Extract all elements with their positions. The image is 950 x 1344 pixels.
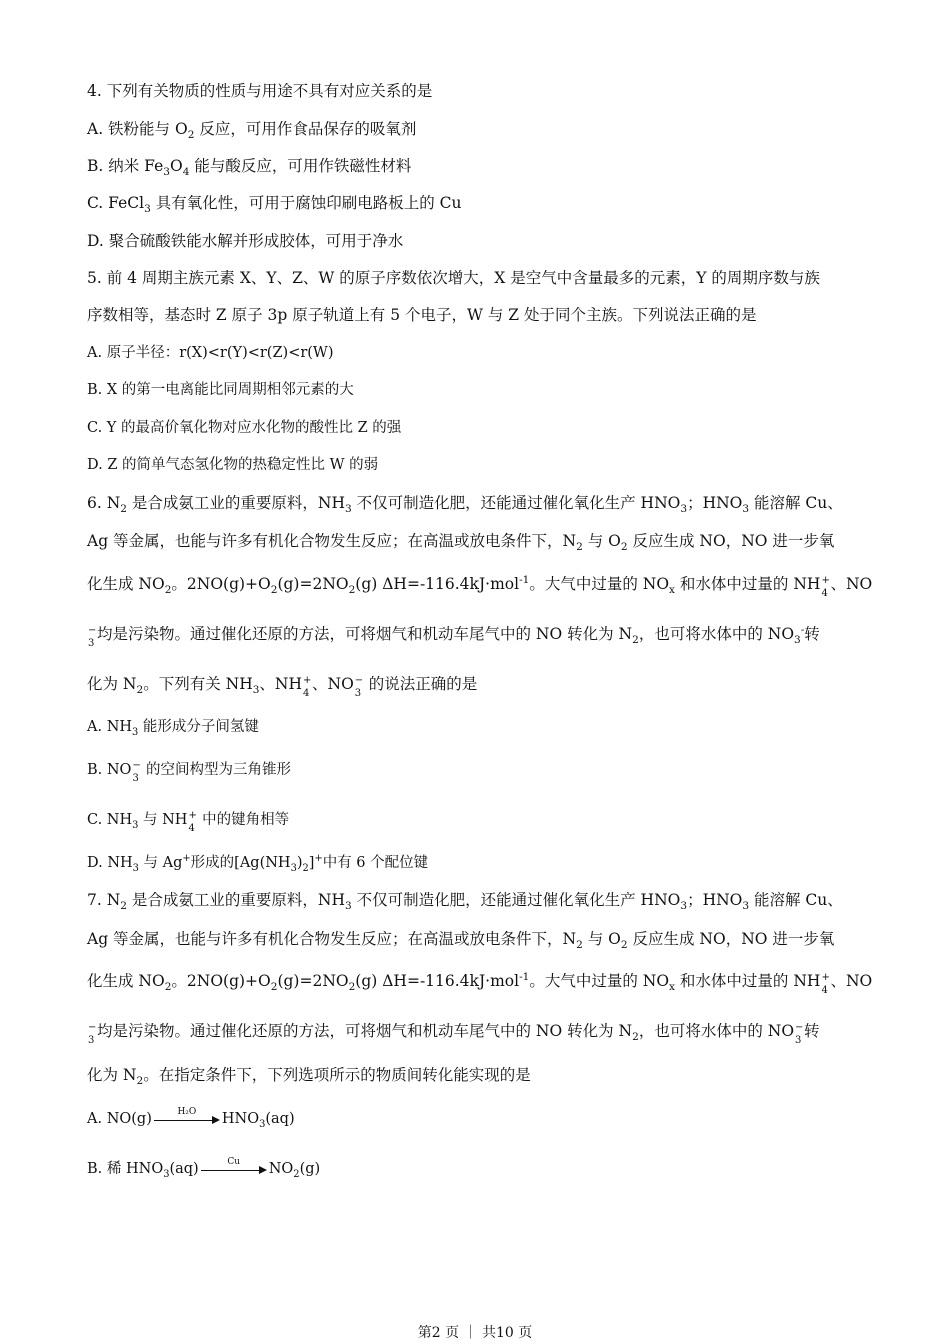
reaction-arrow: H₂O xyxy=(154,1110,220,1128)
q7-stem-line3: 化生成 $NO_2$。$2NO(g)+O_2(g)=2NO_2(g)$ ΔH=-116.4kJ·mol$^{-1}$。大气中过量的 $NO_x$ 和水体中过量的 NH + 4 、NO xyxy=(87,970,873,996)
q4-stem: 4. 下列有关物质的性质与用途不具有对应关系的是 xyxy=(87,82,433,100)
q6-stem-line1: 6. $N_2$ 是合成氨工业的重要原料，$NH_3$ 不仅可制造化肥，还能通过催化氧化生产 $HNO_3$；$HNO_3$ 能溶解 Cu、 xyxy=(87,494,843,516)
nitrate-charge: − 3 xyxy=(795,1022,804,1046)
ammonium-charge: + 4 xyxy=(188,810,197,834)
ammonium-charge: + 4 xyxy=(303,675,312,699)
q5-stem-line2: 序数相等，基态时 Z 原子 3p 原子轨道上有 5 个电子，W 与 Z 处于同个主族。下列说法正确的是 xyxy=(87,306,757,324)
q5-option-b: B. X 的第一电离能比同周期相邻元素的大 xyxy=(87,382,354,398)
nitrate-charge: − 3 xyxy=(132,760,141,784)
page-footer: 第2 页 ｜ 共10 页 xyxy=(417,1325,533,1341)
q7-stem-line2: Ag 等金属，也能与许多有机化合物发生反应；在高温或放电条件下，$N_2$ 与 $O_2$ 反应生成 NO，NO 进一步氧 xyxy=(87,930,835,952)
q7-option-a: A. NO(g) H₂O $HNO_3(aq)$ xyxy=(87,1107,295,1130)
q6-stem-line2: Ag 等金属，也能与许多有机化合物发生反应；在高温或放电条件下，$N_2$ 与 $O_2$ 反应生成 NO，NO 进一步氧 xyxy=(87,532,835,554)
ammonium-charge: + 4 xyxy=(821,972,830,996)
q6-option-a: A. $NH_3$ 能形成分子间氢键 xyxy=(87,719,259,738)
q5-option-a: A. 原子半径：r(X)<r(Y)<r(Z)<r(W) xyxy=(87,345,334,361)
nitrate-charge: − 3 xyxy=(88,1022,97,1046)
q5-option-d: D. Z 的简单气态氢化物的热稳定性比 W 的弱 xyxy=(87,457,379,473)
q4-option-b: B. 纳米 $Fe_3O_4$ 能与酸反应，可用作铁磁性材料 xyxy=(87,157,412,179)
nitrate-charge: − 3 xyxy=(88,625,97,649)
q4-option-d: D. 聚合硫酸铁能水解并形成胶体，可用于净水 xyxy=(87,232,404,250)
q7-option-b: B. 稀 $HNO_3(aq)$ Cu $NO_2(g)$ xyxy=(87,1157,321,1180)
nitrate-charge: − 3 xyxy=(354,675,364,699)
q6-option-d: D. $NH_3$ 与 Ag+形成的$[Ag(NH_3)_2]^+$中有 6 个配位键 xyxy=(87,853,429,874)
ammonium-charge: + 4 xyxy=(821,575,830,599)
q6-stem-line3: 化生成 $NO_2$。$2NO(g)+O_2(g)=2NO_2(g)$ ΔH=-116.4kJ·mol$^{-1}$。大气中过量的 $NO_x$ 和水体中过量的 NH + 4 、NO xyxy=(87,573,873,599)
q6-stem-line4: − 3 均是污染物。通过催化还原的方法，可将烟气和机动车尾气中的 NO 转化为 $N_2$，也可将水体中的 $NO_3^-$转 xyxy=(88,623,820,649)
q5-option-c: C. Y 的最高价氧化物对应水化物的酸性比 Z 的强 xyxy=(87,420,402,436)
q4-option-a: A. 铁粉能与 $O_2$ 反应，可用作食品保存的吸氧剂 xyxy=(87,120,417,142)
q7-stem-line4: − 3 均是污染物。通过催化还原的方法，可将烟气和机动车尾气中的 NO 转化为 $N_2$，也可将水体中的 NO − 3 转 xyxy=(88,1022,820,1046)
q6-option-c: C. $NH_3$ 与 NH + 4 中的键角相等 xyxy=(87,810,290,834)
q6-stem-line5: 化为 $N_2$。下列有关 $NH_3$、NH + 4 、NO − 3 的说法正确的是 xyxy=(87,675,478,699)
q7-stem-line1: 7. $N_2$ 是合成氨工业的重要原料，$NH_3$ 不仅可制造化肥，还能通过催化氧化生产 $HNO_3$；$HNO_3$ 能溶解 Cu、 xyxy=(87,891,843,913)
q6-option-b: B. NO − 3 的空间构型为三角锥形 xyxy=(87,760,292,784)
q7-stem-line5: 化为 $N_2$。在指定条件下，下列选项所示的物质间转化能实现的是 xyxy=(87,1066,531,1088)
reaction-arrow: Cu xyxy=(201,1160,267,1178)
q5-stem-line1: 5. 前 4 周期主族元素 X、Y、Z、W 的原子序数依次增大，X 是空气中含量最多的元素，Y 的周期序数与族 xyxy=(87,269,820,287)
q4-option-c: C. FeCl$_3$ 具有氧化性，可用于腐蚀印刷电路板上的 Cu xyxy=(87,194,462,216)
